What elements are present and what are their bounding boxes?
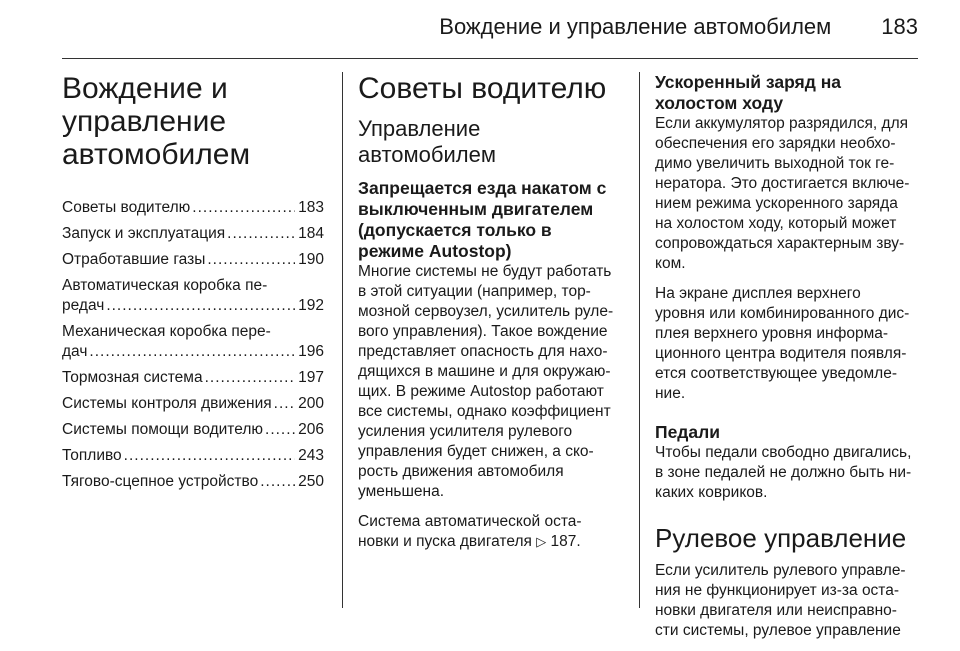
toc-leader-dots <box>207 250 295 270</box>
toc-item-label: Запуск и эксплуатация <box>62 225 226 242</box>
text-line: Чтобы педали свободно двигались, <box>655 444 912 461</box>
text-line: мозной сервоузел, усилитель руле- <box>358 303 614 320</box>
toc-item-label-cont: дач <box>62 343 88 360</box>
paragraph <box>655 284 921 404</box>
text-line: представляет опасность для нахо- <box>358 343 608 360</box>
text-line: Многие системы не будут работать <box>358 263 612 280</box>
topic-heading: Педали <box>655 422 721 442</box>
text-line: усиления усилителя рулевого <box>358 423 573 440</box>
right-column <box>655 72 921 651</box>
toc-item-label: Системы помощи водителю <box>62 421 264 438</box>
toc-item-label: Механическая коробка пере- <box>62 323 271 340</box>
toc-item-label: Топливо <box>62 447 122 464</box>
toc-item[interactable] <box>62 224 324 244</box>
text-line: дящихся в машине и для окружаю- <box>358 363 611 380</box>
toc-item-label: Системы контроля движения <box>62 395 272 412</box>
chapter-column <box>62 72 324 498</box>
topic-line: холостом ходу <box>655 93 784 113</box>
toc-leader-dots <box>205 368 296 388</box>
subsection-title-line: автомобилем <box>358 142 496 167</box>
text-line: в зоне педалей не должно быть ни- <box>655 464 912 481</box>
text-line: сопровождаться характерным зву- <box>655 235 905 252</box>
toc-item-page: 206 <box>298 421 324 438</box>
toc-item[interactable] <box>62 394 324 414</box>
toc-leader-dots <box>124 446 295 466</box>
chapter-title-line: автомобилем <box>62 138 251 171</box>
toc-item[interactable] <box>62 472 324 492</box>
toc-leader-dots <box>274 394 295 414</box>
toc-item-label: Автоматическая коробка пе- <box>62 277 268 294</box>
toc-item-page: 250 <box>298 473 324 490</box>
text-line: ционного центра водителя появля- <box>655 345 907 362</box>
chapter-title-line: управление <box>62 105 227 138</box>
text-line: ние. <box>655 385 686 402</box>
paragraph <box>358 512 624 552</box>
text-line: уменьшена. <box>358 483 445 500</box>
paragraph <box>655 443 921 503</box>
paragraph <box>358 262 624 502</box>
arrow-right-triangle-icon: ▷ <box>536 534 547 549</box>
text-line: ком. <box>655 255 686 272</box>
text-line: новки и пуска двигателя <box>358 533 532 550</box>
middle-column <box>358 72 624 562</box>
text-line: щих. В режиме Autostop работают <box>358 383 604 400</box>
topic-line: (допускается только в <box>358 220 552 240</box>
toc-item-page: 184 <box>298 225 324 242</box>
toc-item[interactable] <box>62 446 324 466</box>
toc-leader-dots <box>106 296 295 316</box>
toc-item[interactable] <box>62 198 324 218</box>
text-line: вого управления). Такое вождение <box>358 323 608 340</box>
subsection-title <box>358 116 624 168</box>
toc-leader-dots <box>265 420 295 440</box>
paragraph <box>655 114 921 274</box>
topic-line: Запрещается езда накатом с <box>358 178 607 198</box>
toc-item-label: Тормозная система <box>62 369 203 386</box>
toc-item-page: 190 <box>298 251 324 268</box>
toc-item-label: Отработавшие газы <box>62 251 206 268</box>
section-title: Советы водителю <box>358 72 607 105</box>
paragraph <box>655 561 921 641</box>
section-title: Рулевое управление <box>655 523 907 553</box>
column-divider-2 <box>639 72 640 608</box>
topic-line: режиме Autostop) <box>358 241 512 261</box>
text-line: плея верхнего уровня информа- <box>655 325 889 342</box>
text-line: в этой ситуации (например, тор- <box>358 283 591 300</box>
toc-item[interactable] <box>62 276 324 316</box>
text-line: все системы, однако коэффициент <box>358 403 611 420</box>
header-rule <box>62 58 918 59</box>
text-line: Если аккумулятор разрядился, для <box>655 115 909 132</box>
toc-item-page: 197 <box>298 369 324 386</box>
toc-leader-dots <box>192 198 295 218</box>
toc-item-page: 243 <box>298 447 324 464</box>
toc-leader-dots <box>89 342 295 362</box>
text-line: уровня или комбинированного дис- <box>655 305 910 322</box>
toc-item-page: 196 <box>298 343 324 360</box>
toc-item-page: 192 <box>298 297 324 314</box>
toc-item-page: 200 <box>298 395 324 412</box>
topic-heading <box>358 178 624 262</box>
running-title: Вождение и управление автомобилем <box>439 14 832 39</box>
toc-item-page: 183 <box>298 199 324 216</box>
text-line: ния не функционирует из-за оста- <box>655 582 900 599</box>
toc-item[interactable] <box>62 322 324 362</box>
cross-reference-page[interactable]: 187. <box>550 533 581 550</box>
toc-item-label: Тягово-сцепное устройство <box>62 473 259 490</box>
toc-item[interactable] <box>62 250 324 270</box>
topic-line: Ускоренный заряд на <box>655 72 842 92</box>
toc-item-label: Советы водителю <box>62 199 191 216</box>
text-line: сти системы, рулевое управление <box>655 622 901 639</box>
toc-item-label-cont: редач <box>62 297 105 314</box>
text-line: нератора. Это достигается включе- <box>655 175 910 192</box>
text-line: новки двигателя или неисправно- <box>655 602 897 619</box>
chapter-title <box>62 72 324 171</box>
text-line: рость движения автомобиля <box>358 463 564 480</box>
subsection-title-line: Управление <box>358 116 481 141</box>
topic-heading <box>655 72 921 114</box>
toc-item[interactable] <box>62 368 324 388</box>
text-line: на холостом ходу, который может <box>655 215 897 232</box>
spacer <box>655 414 921 422</box>
toc-item[interactable] <box>62 420 324 440</box>
toc-leader-dots <box>260 472 295 492</box>
text-line: На экране дисплея верхнего <box>655 285 861 302</box>
text-line: обеспечения его зарядки необхо- <box>655 135 896 152</box>
text-line: нием режима ускоренного заряда <box>655 195 898 212</box>
text-line: управления будет снижен, а ско- <box>358 443 594 460</box>
text-line: димо увеличить выходной ток ге- <box>655 155 895 172</box>
text-line: Система автоматической оста- <box>358 513 582 530</box>
text-line: каких ковриков. <box>655 484 768 501</box>
text-line: ется соответствующее уведомле- <box>655 365 897 382</box>
page-header <box>62 14 918 54</box>
table-of-contents <box>62 198 324 492</box>
spacer <box>655 513 921 521</box>
toc-leader-dots <box>227 224 295 244</box>
chapter-title-line: Вождение и <box>62 72 228 105</box>
column-divider-1 <box>342 72 343 608</box>
topic-line: выключенным двигателем <box>358 199 594 219</box>
text-line: Если усилитель рулевого управле- <box>655 562 906 579</box>
page-number: 183 <box>881 14 918 39</box>
